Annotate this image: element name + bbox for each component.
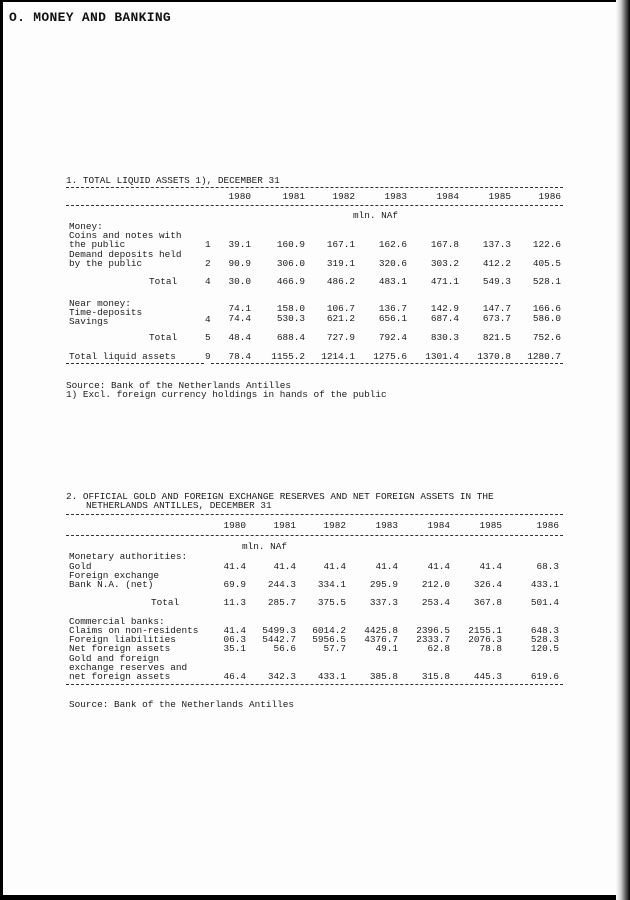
cell: 821.5 <box>482 332 511 343</box>
cell: 1280.7 <box>527 351 561 362</box>
row-label: exchange reserves and <box>69 662 188 673</box>
cell: 57.7 <box>323 643 346 654</box>
row-label-grand-total: Total liquid assets <box>69 351 176 362</box>
row-label: Foreign liabilities <box>69 634 176 645</box>
cell: 147.7 <box>482 303 511 314</box>
cell: 41.4 <box>427 561 450 572</box>
table2-header-rule <box>66 535 563 536</box>
cell: 501.4 <box>530 597 559 608</box>
year-1980: 1980 <box>228 191 251 202</box>
cell: 78.8 <box>479 643 502 654</box>
cell: 166.6 <box>532 303 561 314</box>
cell: 4376.7 <box>364 634 398 645</box>
cell: 326.4 <box>473 579 502 590</box>
cell: 49.1 <box>375 643 398 654</box>
cell: 120.5 <box>530 643 559 654</box>
cell: 337.3 <box>369 597 398 608</box>
row-label: Gold <box>69 561 92 572</box>
cell: 549.3 <box>482 276 511 287</box>
year-1985: 1985 <box>479 520 502 531</box>
cell: 2155.1 <box>468 625 502 636</box>
table2-bottom-rule <box>66 684 563 685</box>
year-1982: 1982 <box>332 191 355 202</box>
section-title: O. MONEY AND BANKING <box>9 10 172 25</box>
row-label: Demand deposits held <box>69 249 182 260</box>
cell: 39.1 <box>228 239 251 250</box>
row-note: 5 <box>205 332 211 343</box>
cell: 619.6 <box>530 671 559 682</box>
cell: 688.4 <box>276 332 305 343</box>
year-1980: 1980 <box>223 520 246 531</box>
cell: 62.8 <box>427 643 450 654</box>
cell: 752.6 <box>532 332 561 343</box>
cell: 41.4 <box>479 561 502 572</box>
cell: 306.0 <box>276 258 305 269</box>
cell: 244.3 <box>267 579 296 590</box>
cell: 334.1 <box>317 579 346 590</box>
cell: 78.4 <box>228 351 251 362</box>
table2-title-line1: 2. OFFICIAL GOLD AND FOREIGN EXCHANGE RESERVES AND NET FOREIGN ASSETS IN THE <box>66 491 494 502</box>
row-label: Foreign exchange <box>69 570 160 581</box>
cell: 74.4 <box>228 313 251 324</box>
row-label-total: Total <box>151 597 180 608</box>
cell: 483.1 <box>378 276 407 287</box>
table1-header-rule <box>66 205 563 206</box>
cell: 486.2 <box>326 276 355 287</box>
row-label-total: Total <box>149 276 178 287</box>
row-note: 1 <box>205 239 211 250</box>
table2-unit: mln. NAf <box>242 541 288 552</box>
table1-bottom-rule-left <box>66 363 204 364</box>
cell: 2333.7 <box>416 634 450 645</box>
cell: 160.9 <box>276 239 305 250</box>
row-label: Money: <box>69 221 103 232</box>
cell: 5442.7 <box>262 634 296 645</box>
cell: 1370.8 <box>477 351 511 362</box>
cell: 2076.3 <box>468 634 502 645</box>
table1-top-rule <box>66 187 563 188</box>
cell: 106.7 <box>326 303 355 314</box>
cell: 41.4 <box>375 561 398 572</box>
cell: 167.8 <box>430 239 459 250</box>
cell: 433.1 <box>530 579 559 590</box>
cell: 167.1 <box>326 239 355 250</box>
cell: 320.6 <box>378 258 407 269</box>
table2-top-rule <box>66 514 563 515</box>
cell: 830.3 <box>430 332 459 343</box>
page-edge-shadow <box>616 0 630 900</box>
table1-footnote: 1) Excl. foreign currency holdings in hands of the public <box>66 389 387 400</box>
cell: 1214.1 <box>321 351 355 362</box>
cell: 530.3 <box>276 313 305 324</box>
cell: 30.0 <box>228 276 251 287</box>
cell: 41.4 <box>273 561 296 572</box>
cell: 122.6 <box>532 239 561 250</box>
cell: 673.7 <box>482 313 511 324</box>
cell: 06.3 <box>223 634 246 645</box>
cell: 56.6 <box>273 643 296 654</box>
cell: 412.2 <box>482 258 511 269</box>
row-note: 4 <box>205 314 211 325</box>
cell: 11.3 <box>223 597 246 608</box>
row-label: Claims on non-residents <box>69 625 199 636</box>
cell: 4425.8 <box>364 625 398 636</box>
cell: 586.0 <box>532 313 561 324</box>
row-label: Near money: <box>69 298 131 309</box>
cell: 253.4 <box>421 597 450 608</box>
year-1981: 1981 <box>282 191 305 202</box>
cell: 158.0 <box>276 303 305 314</box>
cell: 68.3 <box>536 561 559 572</box>
cell: 367.8 <box>473 597 502 608</box>
table2-title-line2: NETHERLANDS ANTILLES, DECEMBER 31 <box>86 500 272 511</box>
cell: 405.5 <box>532 258 561 269</box>
cell: 445.3 <box>473 671 502 682</box>
cell: 1275.6 <box>373 351 407 362</box>
year-1984: 1984 <box>427 520 450 531</box>
row-label: Gold and foreign <box>69 653 160 664</box>
cell: 648.3 <box>530 625 559 636</box>
cell: 285.7 <box>267 597 296 608</box>
row-label: Commercial banks: <box>69 616 165 627</box>
row-label: net foreign assets <box>69 671 171 682</box>
year-1986: 1986 <box>538 191 561 202</box>
row-label: Coins and notes with <box>69 230 182 241</box>
year-1981: 1981 <box>273 520 296 531</box>
row-label-total: Total <box>149 332 178 343</box>
cell: 295.9 <box>369 579 398 590</box>
row-label: Monetary authorities: <box>69 551 188 562</box>
document-page <box>3 2 618 895</box>
row-label: the public <box>69 239 126 250</box>
cell: 137.3 <box>482 239 511 250</box>
row-note: 4 <box>205 276 211 287</box>
row-label: Savings <box>69 316 109 327</box>
row-note: 9 <box>205 351 211 362</box>
cell: 142.9 <box>430 303 459 314</box>
cell: 48.4 <box>228 332 251 343</box>
cell: 727.9 <box>326 332 355 343</box>
year-1985: 1985 <box>488 191 511 202</box>
year-1983: 1983 <box>384 191 407 202</box>
row-label: Bank N.A. (net) <box>69 579 154 590</box>
year-1983: 1983 <box>375 520 398 531</box>
cell: 2396.5 <box>416 625 450 636</box>
cell: 303.2 <box>430 258 459 269</box>
cell: 621.2 <box>326 313 355 324</box>
cell: 385.8 <box>369 671 398 682</box>
cell: 528.1 <box>532 276 561 287</box>
cell: 69.9 <box>223 579 246 590</box>
cell: 41.4 <box>323 561 346 572</box>
cell: 433.1 <box>317 671 346 682</box>
year-1986: 1986 <box>536 520 559 531</box>
cell: 375.5 <box>317 597 346 608</box>
row-label: Net foreign assets <box>69 643 171 654</box>
cell: 792.4 <box>378 332 407 343</box>
cell: 5956.5 <box>312 634 346 645</box>
cell: 74.1 <box>228 303 251 314</box>
cell: 471.1 <box>430 276 459 287</box>
table1-title: 1. TOTAL LIQUID ASSETS 1), DECEMBER 31 <box>66 175 280 186</box>
row-note: 2 <box>205 258 211 269</box>
cell: 1301.4 <box>425 351 459 362</box>
cell: 466.9 <box>276 276 305 287</box>
table1-bottom-rule-right <box>211 363 563 364</box>
cell: 1155.2 <box>271 351 305 362</box>
cell: 319.1 <box>326 258 355 269</box>
cell: 5499.3 <box>262 625 296 636</box>
table1-source: Source: Bank of the Netherlands Antilles <box>66 380 292 391</box>
cell: 35.1 <box>223 643 246 654</box>
cell: 136.7 <box>378 303 407 314</box>
cell: 212.0 <box>421 579 450 590</box>
row-label: Time-deposits <box>69 307 143 318</box>
cell: 342.3 <box>267 671 296 682</box>
cell: 46.4 <box>223 671 246 682</box>
cell: 41.4 <box>223 625 246 636</box>
cell: 90.9 <box>228 258 251 269</box>
cell: 656.1 <box>378 313 407 324</box>
cell: 315.8 <box>421 671 450 682</box>
table1-unit: mln. NAf <box>353 210 399 221</box>
cell: 528.3 <box>530 634 559 645</box>
cell: 162.6 <box>378 239 407 250</box>
year-1982: 1982 <box>323 520 346 531</box>
cell: 687.4 <box>430 313 459 324</box>
row-label: by the public <box>69 258 143 269</box>
cell: 6014.2 <box>312 625 346 636</box>
cell: 41.4 <box>223 561 246 572</box>
year-1984: 1984 <box>436 191 459 202</box>
table2-source: Source: Bank of the Netherlands Antilles <box>69 699 295 710</box>
